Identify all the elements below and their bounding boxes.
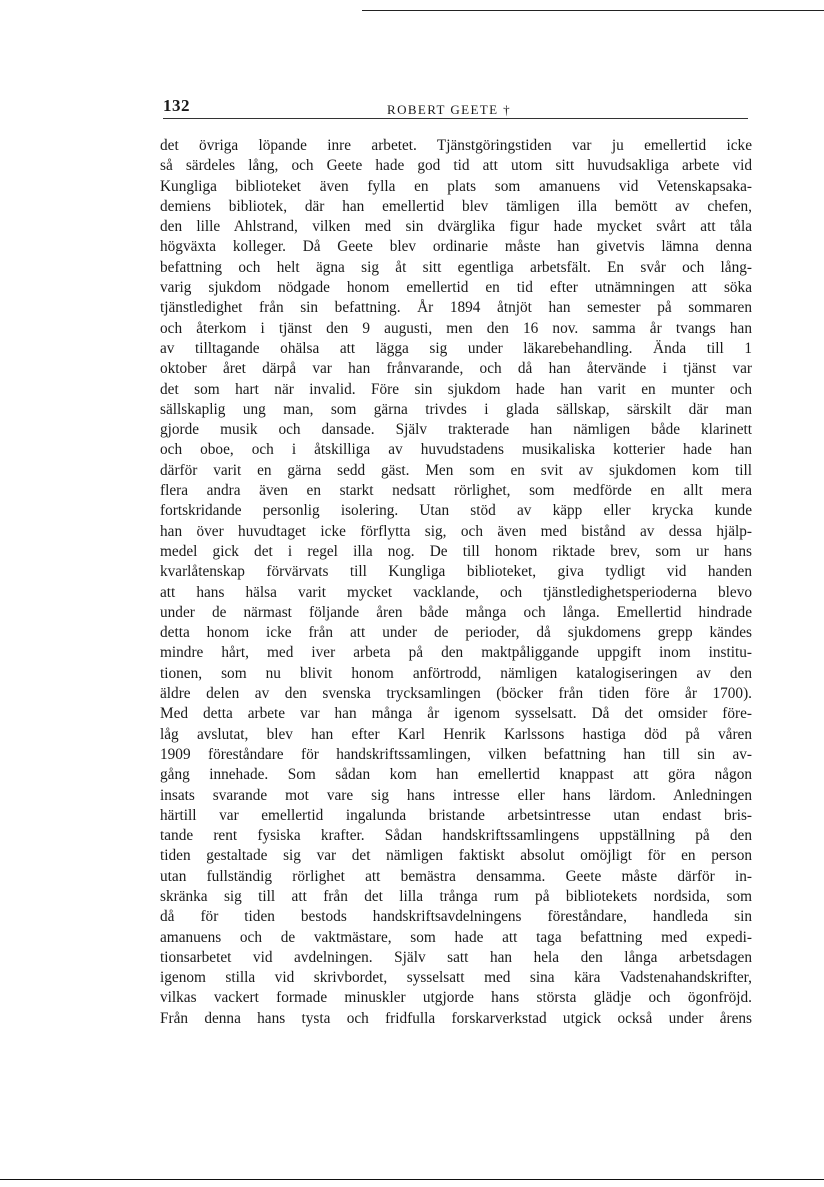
text-line: gjorde musik och dansade. Själv trakterade han nämligen både klarinett xyxy=(160,421,752,439)
text-line: demiens bibliotek, där han emellertid blev tämligen illa bemött av chefen, xyxy=(160,197,752,215)
text-line: 1909 föreståndare för handskriftssamlingen, vilken befattning han till sin av- xyxy=(160,745,752,763)
text-line: insats svarande mot vare sig hans intresse eller hans lärdom. Anledningen xyxy=(160,786,752,804)
text-line: sällskaplig ung man, som gärna trivdes i glada sällskap, särskilt där man xyxy=(160,400,752,418)
body-text xyxy=(160,136,752,1029)
text-line: den lille Ahlstrand, vilken med sin dvärglika figur hade mycket svårt att tåla xyxy=(160,218,752,236)
text-line: därför varit en gärna sedd gäst. Men som en svit av sjukdomen kom till xyxy=(160,461,752,479)
text-line: kvarlåtenskap förvärvats till Kungliga biblioteket, giva tydligt vid handen xyxy=(160,563,752,581)
text-line: medel gick det i regel illa nog. De till honom riktade brev, som ur hans xyxy=(160,542,752,560)
text-line: låg avslutat, blev han efter Karl Henrik Karlssons hastiga död på våren xyxy=(160,725,752,743)
text-line: han över huvudtaget icke förflytta sig, och även med bistånd av dessa hjälp- xyxy=(160,522,752,540)
text-line: igenom stilla vid skrivbordet, sysselsatt med sina kära Vadstenahandskrifter, xyxy=(160,969,752,987)
text-line: fortskridande personlig isolering. Utan stöd av käpp eller krycka kunde xyxy=(160,502,752,520)
text-line: varig sjukdom nödgade honom emellertid en tid efter utnämningen att söka xyxy=(160,279,752,297)
text-line: tande rent fysiska krafter. Sådan handskriftssamlingens uppställning på den xyxy=(160,827,752,845)
text-line: utan fullständig rörlighet att bemästra densamma. Geete måste därför in- xyxy=(160,867,752,885)
running-head: ROBERT GEETE † xyxy=(387,102,512,117)
text-line: tiden gestaltade sig var det nämligen faktiskt absolut omöjligt för en person xyxy=(160,847,752,865)
text-line: Kungliga biblioteket även fylla en plats som amanuens vid Vetenskapsaka- xyxy=(160,177,752,195)
text-line: detta honom icke från att under de perioder, då sjukdomens grepp kändes xyxy=(160,624,752,642)
text-line: flera andra även en starkt nedsatt rörlighet, som medförde en allt mera xyxy=(160,482,752,500)
text-line: härtill var emellertid ingalunda bristande arbetsintresse utan endast bris- xyxy=(160,806,752,824)
text-line: och oboe, och i åtskilliga av huvudstadens musikaliska kotterier hade han xyxy=(160,441,752,459)
text-line: av tilltagande ohälsa att lägga sig under läkarebehandling. Ända till 1 xyxy=(160,339,752,357)
scan-edge-top xyxy=(362,10,824,11)
text-line: högväxta kolleger. Då Geete blev ordinarie måste han givetvis lämna denna xyxy=(160,238,752,256)
text-line: Med detta arbete var han många år igenom sysselsatt. Då det omsider före- xyxy=(160,705,752,723)
page-header xyxy=(163,96,748,126)
text-line: och återkom i tjänst den 9 augusti, men den 16 nov. samma år tvangs han xyxy=(160,319,752,337)
text-line: oktober året därpå var han frånvarande, och då han återvände i tjänst var xyxy=(160,360,752,378)
text-line: skränka sig till att från det lilla trånga rum på bibliotekets nordsida, som xyxy=(160,887,752,905)
text-line: under de närmast följande åren både många och långa. Emellertid hindrade xyxy=(160,603,752,621)
scan-edge-bottom xyxy=(0,1179,824,1180)
text-line: gång innehade. Som sådan kom han emellertid knappast att göra någon xyxy=(160,766,752,784)
text-line: tjänstledighet från sin befattning. År 1894 åtnjöt han semester på sommaren xyxy=(160,299,752,317)
text-line: tionsarbetet vid avdelningen. Själv satt han hela den långa arbetsdagen xyxy=(160,948,752,966)
text-line: det övriga löpande inre arbetet. Tjänstgöringstiden var ju emellertid icke xyxy=(160,137,752,154)
text-line: det som hart när invalid. Före sin sjukdom hade han varit en munter och xyxy=(160,380,752,398)
text-line: tionen, som nu blivit honom anförtrodd, nämligen katalogiseringen av den xyxy=(160,664,752,682)
header-rule xyxy=(163,118,748,119)
text-line: då för tiden bestods handskriftsavdelningens föreståndare, handleda sin xyxy=(160,908,752,926)
text-line: amanuens och de vaktmästare, som hade att taga befattning med expedi- xyxy=(160,928,752,946)
text-line: så särdeles lång, och Geete hade god tid att utom sitt huvudsakliga arbete vid xyxy=(160,157,752,175)
text-line: Från denna hans tysta och fridfulla forskarverkstad utgick också under årens xyxy=(160,1009,752,1027)
text-line: vilkas vackert formade minuskler utgjorde hans största glädje och ögonfröjd. xyxy=(160,989,752,1007)
text-line: befattning och helt ägna sig åt sitt egentliga arbetsfält. En svår och lång- xyxy=(160,258,752,276)
text-line: mindre hårt, med iver arbeta på den maktpåliggande uppgift inom institu- xyxy=(160,644,752,662)
page-number: 132 xyxy=(163,96,190,115)
text-line: att hans hälsa varit mycket vacklande, och tjänstledighetsperioderna blevo xyxy=(160,583,752,601)
text-line: äldre delen av den svenska trycksamlingen (böcker från tiden före år 1700). xyxy=(160,685,752,703)
